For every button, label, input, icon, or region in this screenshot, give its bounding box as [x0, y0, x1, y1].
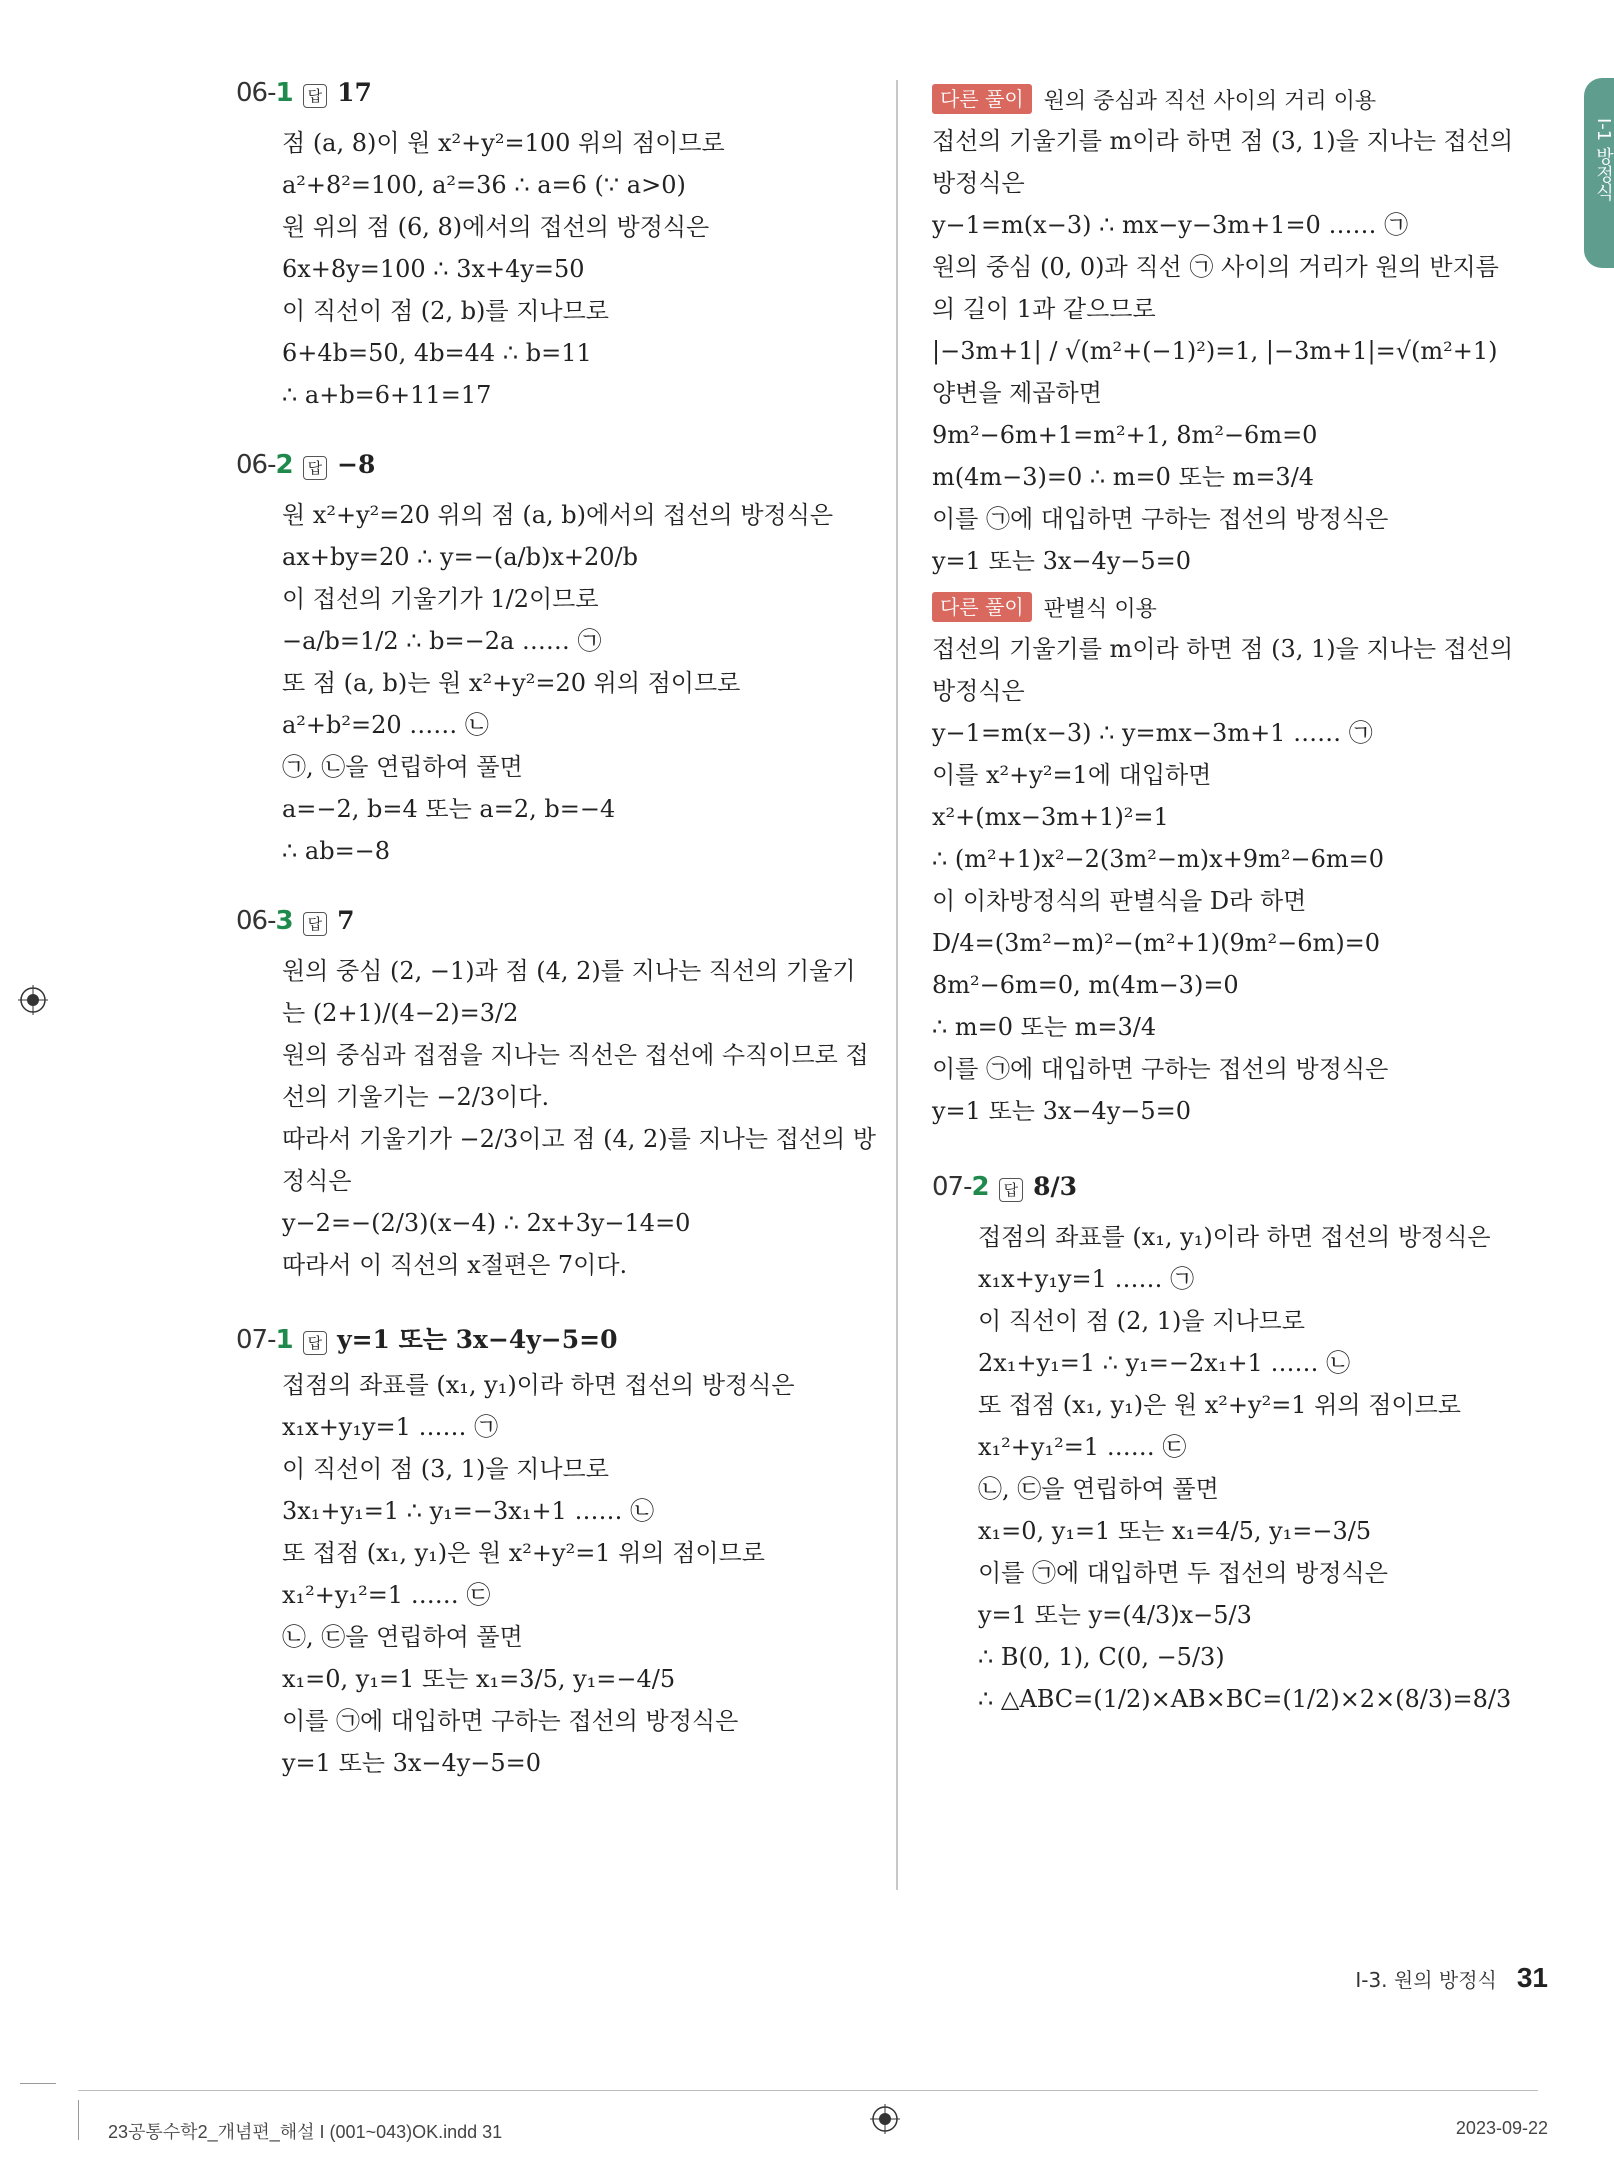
solution-line: 이 직선이 점 (2, 1)을 지나므로	[978, 1307, 1305, 1335]
answer-icon: 답	[303, 456, 328, 480]
left-column	[236, 78, 896, 1818]
solution-line: y=1 또는 3x−4y−5=0	[932, 1097, 1192, 1125]
alt-title: 판별식 이용	[1043, 596, 1157, 622]
solution-line: 원 x²+y²=20 위의 점 (a, b)에서의 접선의 방정식은	[282, 501, 834, 529]
solution-line: ㉡, ㉢을 연립하여 풀면	[282, 1623, 523, 1651]
problem-header	[932, 1172, 1572, 1216]
problem-number-prefix: 07-	[932, 1172, 972, 1202]
solution-line: |−3m+1| / √(m²+(−1)²)=1, |−3m+1|=√(m²+1)	[932, 337, 1498, 365]
alt-badge: 다른 풀이	[932, 592, 1032, 622]
solution-line: ㉡, ㉢을 연립하여 풀면	[978, 1475, 1219, 1503]
solution-line: ax+by=20 ∴ y=−(a/b)x+20/b	[282, 543, 638, 571]
problem-06-3	[236, 906, 896, 1286]
solution-line: 는 (2+1)/(4−2)=3/2	[282, 999, 519, 1027]
solution-line: y=1 또는 3x−4y−5=0	[932, 547, 1192, 575]
answer-icon: 답	[303, 912, 328, 936]
solution-line: 6x+8y=100 ∴ 3x+4y=50	[282, 255, 585, 283]
solution-body	[932, 1216, 1572, 1720]
solution-line: 3x₁+y₁=1 ∴ y₁=−3x₁+1 …… ㉡	[282, 1497, 655, 1525]
solution-line: 따라서 이 직선의 x절편은 7이다.	[282, 1251, 628, 1279]
problem-header	[236, 450, 896, 494]
solution-line: a²+8²=100, a²=36 ∴ a=6 (∵ a>0)	[282, 171, 686, 199]
solution-line: 6+4b=50, 4b=44 ∴ b=11	[282, 339, 592, 367]
problem-number	[236, 906, 293, 936]
solution-line: 양변을 제곱하면	[932, 379, 1102, 407]
problem-header	[236, 1320, 896, 1364]
crop-mark-vertical	[78, 2100, 79, 2140]
solution-line: x²+(mx−3m+1)²=1	[932, 803, 1169, 831]
solution-line: 이 직선이 점 (3, 1)을 지나므로	[282, 1455, 609, 1483]
problem-number	[932, 1172, 989, 1202]
solution-line: ㉠, ㉡을 연립하여 풀면	[282, 753, 523, 781]
problem-number-suffix: 2	[275, 450, 293, 480]
solution-line: y−1=m(x−3) ∴ y=mx−3m+1 …… ㉠	[932, 719, 1373, 747]
solution-line: x₁x+y₁y=1 …… ㉠	[282, 1413, 499, 1441]
solution-line: y−2=−(2/3)(x−4) ∴ 2x+3y−14=0	[282, 1209, 691, 1237]
solution-line: x₁=0, y₁=1 또는 x₁=3/5, y₁=−4/5	[282, 1665, 676, 1693]
answer-icon: 답	[303, 1331, 328, 1355]
problem-number-suffix: 3	[275, 906, 293, 936]
problem-number	[236, 78, 293, 108]
solution-line: 이를 ㉠에 대입하면 구하는 접선의 방정식은	[932, 1055, 1389, 1083]
page-number: 31	[1516, 1962, 1548, 1993]
side-tab-label: I-1 방정식	[1593, 118, 1614, 201]
solution-line: 또 접점 (x₁, y₁)은 원 x²+y²=1 위의 점이므로	[282, 1539, 765, 1567]
problem-number-suffix: 1	[275, 1325, 293, 1355]
problem-number	[236, 450, 293, 480]
answer-value: y=1 또는 3x−4y−5=0	[337, 1325, 618, 1354]
answer-value: 8/3	[1033, 1172, 1077, 1201]
right-column	[932, 78, 1572, 1754]
solution-line: D/4=(3m²−m)²−(m²+1)(9m²−6m)=0	[932, 929, 1381, 957]
solution-line: 이 이차방정식의 판별식을 D라 하면	[932, 887, 1307, 915]
problem-header	[236, 906, 896, 950]
solution-line: 방정식은	[932, 677, 1025, 705]
solution-line: 접선의 기울기를 m이라 하면 점 (3, 1)을 지나는 접선의	[932, 635, 1514, 663]
solution-line: m(4m−3)=0 ∴ m=0 또는 m=3/4	[932, 463, 1315, 491]
solution-line: x₁=0, y₁=1 또는 x₁=4/5, y₁=−3/5	[978, 1517, 1372, 1545]
solution-line: ∴ △ABC=(1/2)×AB×BC=(1/2)×2×(8/3)=8/3	[978, 1685, 1512, 1713]
column-divider	[896, 80, 898, 1890]
solution-line: ∴ B(0, 1), C(0, −5/3)	[978, 1643, 1225, 1671]
registration-mark-icon	[18, 985, 48, 1015]
problem-number-prefix: 06-	[236, 906, 276, 936]
solution-line: 또 점 (a, b)는 원 x²+y²=20 위의 점이므로	[282, 669, 741, 697]
solution-line: 원의 중심 (0, 0)과 직선 ㉠ 사이의 거리가 원의 반지름	[932, 253, 1499, 281]
answer-value: 17	[337, 78, 372, 107]
problem-06-1	[236, 78, 896, 416]
solution-line: a=−2, b=4 또는 a=2, b=−4	[282, 795, 616, 823]
alt-badge: 다른 풀이	[932, 84, 1032, 114]
alt-solution-2	[932, 586, 1572, 1132]
solution-line: x₁²+y₁²=1 …… ㉢	[282, 1581, 491, 1609]
solution-line: y=1 또는 3x−4y−5=0	[282, 1749, 542, 1777]
solution-line: y−1=m(x−3) ∴ mx−y−3m+1=0 …… ㉠	[932, 211, 1409, 239]
solution-line: 이를 x²+y²=1에 대입하면	[932, 761, 1212, 789]
solution-line: 점 (a, 8)이 원 x²+y²=100 위의 점이므로	[282, 129, 725, 157]
solution-line: 의 길이 1과 같으므로	[932, 295, 1156, 323]
solution-line: 이 접선의 기울기가 1/2이므로	[282, 585, 599, 613]
solution-line: x₁x+y₁y=1 …… ㉠	[978, 1265, 1195, 1293]
answer-value: −8	[337, 450, 376, 479]
solution-body	[236, 1364, 896, 1784]
problem-number	[236, 1325, 293, 1355]
solution-line: y=1 또는 y=(4/3)x−5/3	[978, 1601, 1252, 1629]
solution-line: 2x₁+y₁=1 ∴ y₁=−2x₁+1 …… ㉡	[978, 1349, 1351, 1377]
problem-number-suffix: 1	[275, 78, 293, 108]
solution-line: 이 직선이 점 (2, b)를 지나므로	[282, 297, 609, 325]
solution-line: 접선의 기울기를 m이라 하면 점 (3, 1)을 지나는 접선의	[932, 127, 1514, 155]
solution-line: 이를 ㉠에 대입하면 두 접선의 방정식은	[978, 1559, 1388, 1587]
solution-line: x₁²+y₁²=1 …… ㉢	[978, 1433, 1187, 1461]
problem-07-2	[932, 1172, 1572, 1720]
bottom-rule	[78, 2090, 1538, 2091]
problem-number-prefix: 06-	[236, 78, 276, 108]
solution-line: 원의 중심 (2, −1)과 점 (4, 2)를 지나는 직선의 기울기	[282, 957, 856, 985]
chapter-side-tab	[1584, 78, 1614, 268]
solution-line: a²+b²=20 …… ㉡	[282, 711, 489, 739]
answer-icon: 답	[303, 84, 328, 108]
solution-line: 원의 중심과 접점을 지나는 직선은 접선에 수직이므로 접	[282, 1041, 869, 1069]
solution-line: 접점의 좌표를 (x₁, y₁)이라 하면 접선의 방정식은	[282, 1371, 795, 1399]
problem-header	[236, 78, 896, 122]
solution-line: ∴ (m²+1)x²−2(3m²−m)x+9m²−6m=0	[932, 845, 1384, 873]
answer-value: 7	[337, 906, 355, 935]
solution-line: 이를 ㉠에 대입하면 구하는 접선의 방정식은	[932, 505, 1389, 533]
solution-line: −a/b=1/2 ∴ b=−2a …… ㉠	[282, 627, 602, 655]
solution-line: ∴ a+b=6+11=17	[282, 381, 492, 409]
solution-line: 따라서 기울기가 −2/3이고 점 (4, 2)를 지나는 접선의 방	[282, 1125, 876, 1153]
problem-number-prefix: 07-	[236, 1325, 276, 1355]
problem-number-suffix: 2	[971, 1172, 989, 1202]
print-date: 2023-09-22	[1455, 2118, 1548, 2138]
solution-line: 8m²−6m=0, m(4m−3)=0	[932, 971, 1239, 999]
solution-body	[236, 122, 896, 416]
solution-line: ∴ ab=−8	[282, 837, 391, 865]
solution-line: 원 위의 점 (6, 8)에서의 접선의 방정식은	[282, 213, 710, 241]
crop-mark	[20, 2083, 56, 2084]
file-info: 23공통수학2_개념편_해설 I (001~043)OK.indd 31	[108, 2122, 503, 2142]
chapter-label: I-3. 원의 방정식	[1355, 1968, 1497, 1992]
answer-icon: 답	[999, 1178, 1024, 1202]
problem-07-1	[236, 1320, 896, 1784]
alt-solution-1	[932, 78, 1572, 582]
solution-body	[236, 494, 896, 872]
solution-line: 선의 기울기는 −2/3이다.	[282, 1083, 550, 1111]
solution-line: 접점의 좌표를 (x₁, y₁)이라 하면 접선의 방정식은	[978, 1223, 1491, 1251]
problem-number-prefix: 06-	[236, 450, 276, 480]
alt-title: 원의 중심과 직선 사이의 거리 이용	[1043, 88, 1377, 114]
solution-line: 정식은	[282, 1167, 352, 1195]
solution-body	[236, 950, 896, 1286]
page-footer	[1355, 1962, 1548, 1994]
registration-mark-icon	[870, 2104, 900, 2134]
solution-line: 9m²−6m+1=m²+1, 8m²−6m=0	[932, 421, 1318, 449]
solution-line: ∴ m=0 또는 m=3/4	[932, 1013, 1157, 1041]
solution-line: 또 접점 (x₁, y₁)은 원 x²+y²=1 위의 점이므로	[978, 1391, 1461, 1419]
problem-06-2	[236, 450, 896, 872]
solution-line: 이를 ㉠에 대입하면 구하는 접선의 방정식은	[282, 1707, 739, 1735]
solution-line: 방정식은	[932, 169, 1025, 197]
